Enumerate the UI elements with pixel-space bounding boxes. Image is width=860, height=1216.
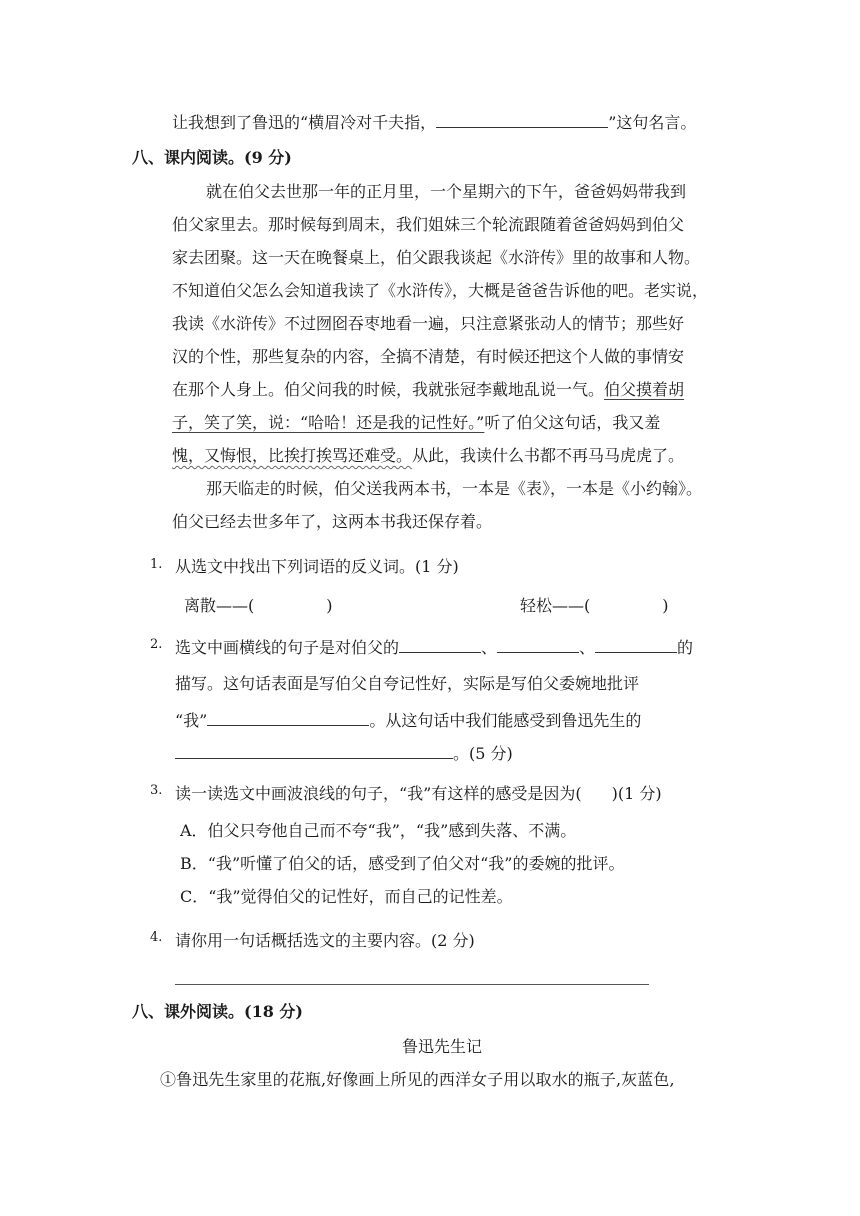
question-1-item-a <box>184 595 333 617</box>
passage-line: 不知道伯父怎么会知道我读了《水浒传》，大概是爸爸告诉他的吧。老实说， <box>172 281 709 300</box>
top-line <box>172 111 696 134</box>
question-2-line-2: 描写。这句话表面是写伯父自夸记性好，实际是写伯父委婉地批评 <box>175 674 640 693</box>
passage-line: 那天临走的时候，伯父送我两本书，一本是《表》，一本是《小约翰》。 <box>206 479 703 498</box>
question-number: 1. <box>150 557 163 572</box>
question-3-text <box>175 783 662 805</box>
passage-line: 就在伯父去世那一年的正月里，一个星期六的下午，爸爸妈妈带我到 <box>206 182 687 201</box>
underlined-sentence: 伯父摸着胡 <box>604 380 685 399</box>
answer-blank[interactable] <box>399 636 481 653</box>
question-2-line-1 <box>175 636 693 659</box>
passage-line <box>172 379 684 401</box>
passage-text: 在那个人身上。伯父问我的时候，我就张冠李戴地乱说一气。 <box>172 380 605 399</box>
question-4-text: 请你用一句话概括选文的主要内容。(2 分) <box>175 931 475 950</box>
answer-blank[interactable] <box>436 111 608 128</box>
passage-text: 从此，我读什么书都不再马马虎虎了。 <box>412 446 685 465</box>
option-b[interactable]: B．“我”听懂了伯父的话，感受到了伯父对“我”的委婉的批评。 <box>180 854 625 873</box>
option-c[interactable]: C．“我”觉得伯父的记性好，而自己的记性差。 <box>180 887 513 906</box>
section-heading-extracurricular-reading: 八、课外阅读。(18 分) <box>132 1002 303 1021</box>
passage-line: 伯父已经去世多年了，这两本书我还保存着。 <box>172 512 493 531</box>
passage-line: 伯父家里去。那时候每到周末，我们姐妹三个轮流跟随着爸爸妈妈到伯父 <box>172 215 685 234</box>
answer-line[interactable] <box>175 984 649 985</box>
punct: 、 <box>481 638 498 657</box>
option-a[interactable]: A．伯父只夸他自己而不夸“我”，“我”感到失落、不满。 <box>180 821 577 840</box>
underlined-sentence: 子，笑了笑，说：“哈哈！还是我的记性好。” <box>172 413 485 432</box>
question-1-item-b <box>520 595 669 617</box>
question-2-line-3 <box>175 709 641 732</box>
passage-line: 汉的个性，那些复杂的内容，全搞不清楚，有时候还把这个人做的事情安 <box>172 347 685 366</box>
passage-text: 听了伯父这句话，我又羞 <box>484 413 661 432</box>
question-text: 选文中画横线的句子是对伯父的 <box>175 638 400 657</box>
answer-blank[interactable] <box>207 709 369 726</box>
answer-blank[interactable] <box>175 742 453 759</box>
section-heading-in-class-reading: 八、课内阅读。(9 分) <box>132 148 292 167</box>
article-title: 鲁迅先生记 <box>402 1037 483 1056</box>
question-text: 的 <box>677 638 694 657</box>
question-text: 。从这句话中我们能感受到鲁迅先生的 <box>369 711 642 730</box>
paren-close: ) <box>662 596 669 615</box>
punct: 、 <box>579 638 596 657</box>
question-text: 读一读选文中画波浪线的句子，“我”有这样的感受是因为( <box>175 784 582 803</box>
question-number: 2. <box>150 637 163 652</box>
antonym-prompt: 离散——( <box>184 596 255 615</box>
question-text: )(1 分) <box>611 784 662 803</box>
passage-line: 我读《水浒传》不过囫囵吞枣地看一遍，只注意紧张动人的情节；那些好 <box>172 314 685 333</box>
top-line-end: ”这句名言。 <box>608 113 697 132</box>
question-text: 。(5 分) <box>453 744 513 763</box>
top-line-text: 让我想到了鲁迅的“横眉冷对千夫指， <box>172 113 437 132</box>
passage-line: 家去团聚。这一天在晚餐桌上，伯父跟我谈起《水浒传》里的故事和人物。 <box>172 248 701 267</box>
question-2-line-4 <box>175 742 513 765</box>
paren-close: ) <box>326 596 333 615</box>
wavy-underlined-sentence: 愧，又悔恨，比挨打挨骂还难受。 <box>172 446 413 465</box>
question-1-text: 从选文中找出下列词语的反义词。(1 分) <box>175 557 459 576</box>
question-text: “我” <box>175 711 208 730</box>
article-paragraph: ①鲁迅先生家里的花瓶,好像画上所见的西洋女子用以取水的瓶子,灰蓝色, <box>160 1070 675 1089</box>
passage-line <box>172 445 684 467</box>
answer-blank[interactable] <box>497 636 579 653</box>
passage-line <box>172 412 660 434</box>
question-number: 3. <box>150 783 163 798</box>
question-number: 4. <box>150 930 163 945</box>
antonym-prompt: 轻松——( <box>520 596 591 615</box>
answer-blank[interactable] <box>595 636 677 653</box>
